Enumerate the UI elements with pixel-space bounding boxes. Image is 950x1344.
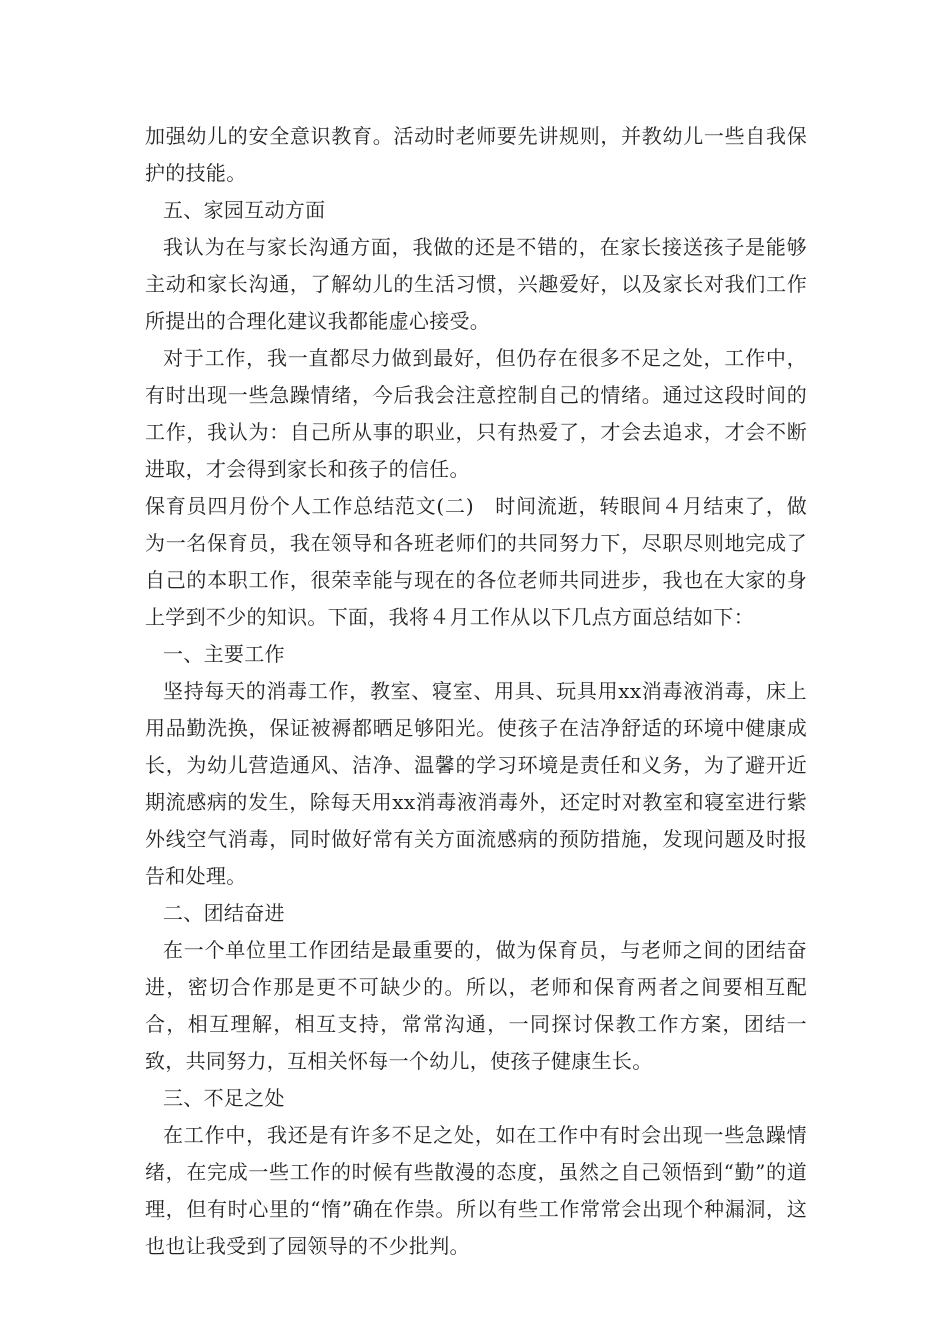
document-body <box>145 118 807 1265</box>
paragraph: 对于工作，我一直都尽力做到最好，但仍存在很多不足之处，工作中，有时出现一些急躁情绪，今后我会注意控制自己的情绪。通过这段时间的工作，我认为：自己所从事的职业，只有热爱了，才会去追求，才会不断进取，才会得到家长和孩子的信任。 <box>145 346 807 481</box>
section-heading: 二、团结奋进 <box>163 901 285 925</box>
paragraph: 在工作中，我还是有许多不足之处，如在工作中有时会出现一些急躁情绪，在完成一些工作的时候有些散漫的态度，虽然之自己领悟到“勤”的道理，但有时心里的“惰”确在作祟。所以有些工作常常会出现个种漏洞，这也也让我受到了园领导的不少批判。 <box>145 1123 807 1258</box>
section-heading: 一、主要工作 <box>163 642 285 666</box>
paragraph: 加强幼儿的安全意识教育。活动时老师要先讲规则，并教幼儿一些自我保护的技能。 <box>145 124 807 185</box>
paragraph: 坚持每天的消毒工作，教室、寝室、用具、玩具用xx消毒液消毒，床上用品勤洗换，保证被褥都晒足够阳光。使孩子在洁净舒适的环境中健康成长，为幼儿营造通风、洁净、温馨的学习环境是责任和义务，为了避开近期流感病的发生，除每天用xx消毒液消毒外，还定时对教室和寝室进行紫外线空气消毒，同时做好常有关方面流感病的预防措施，发现问题及时报告和处理。 <box>145 679 807 888</box>
paragraph: 保育员四月份个人工作总结范文(二) 时间流逝，转眼间４月结束了，做为一名保育员，我在领导和各班老师们的共同努力下，尽职尽则地完成了自己的本职工作，很荣幸能与现在的各位老师共同进步，我也在大家的身上学到不少的知识。下面，我将４月工作从以下几点方面总结如下： <box>145 494 807 629</box>
section-heading: 三、不足之处 <box>163 1086 285 1110</box>
section-heading: 五、家园互动方面 <box>163 198 326 222</box>
paragraph: 在一个单位里工作团结是最重要的，做为保育员，与老师之间的团结奋进，密切合作那是更不可缺少的。所以，老师和保育两者之间要相互配合，相互理解，相互支持，常常沟通，一同探讨保教工作方案，团结一致，共同努力，互相关怀每一个幼儿，使孩子健康生长。 <box>145 938 807 1073</box>
paragraph: 我认为在与家长沟通方面，我做的还是不错的，在家长接送孩子是能够主动和家长沟通，了解幼儿的生活习惯，兴趣爱好，以及家长对我们工作所提出的合理化建议我都能虚心接受。 <box>145 235 807 333</box>
